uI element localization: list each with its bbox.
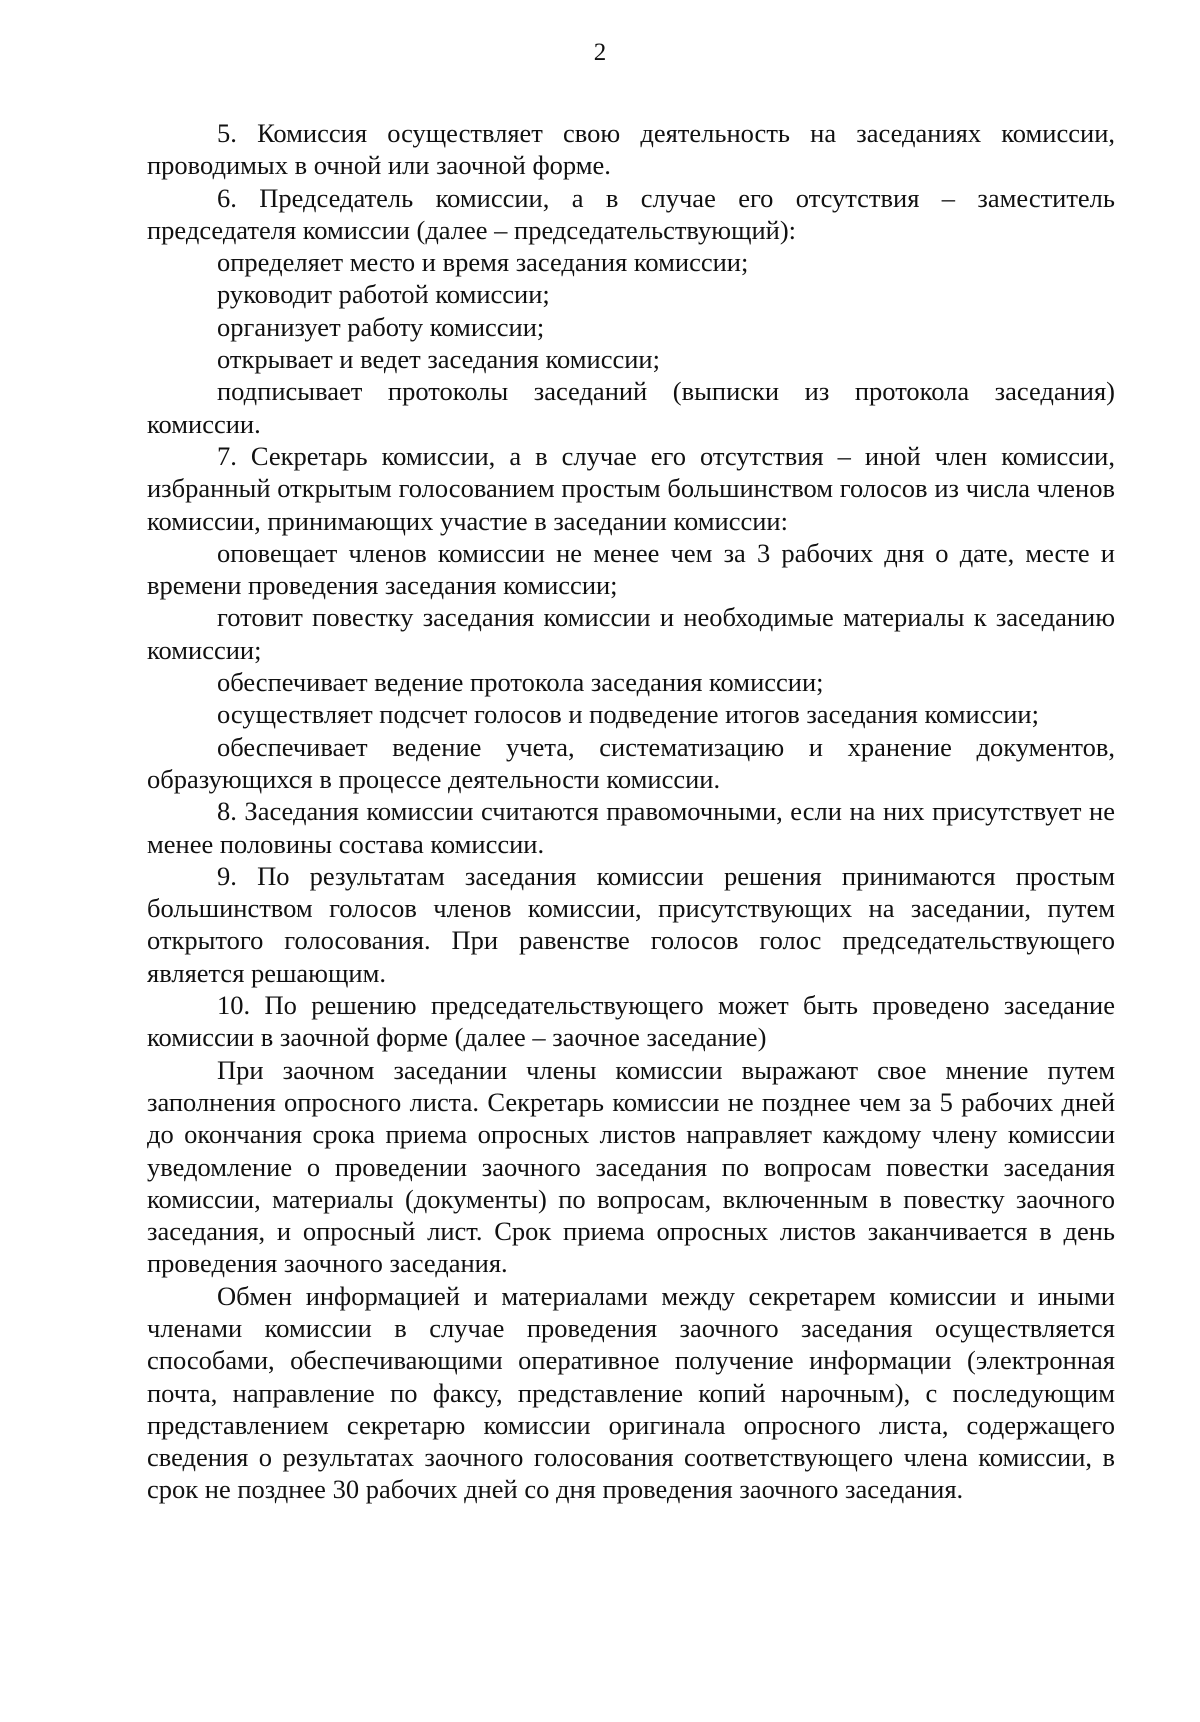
paragraph-9: 9. По результатам заседания комиссии решения принимаются простым большинством голосов членов комиссии, присутствующих на заседании, путем открытого голосования. При равенстве голосов голос председательствующего является решающим. <box>147 860 1115 988</box>
absentee-meeting-procedure: При заочном заседании члены комиссии выражают свое мнение путем заполнения опросного листа. Секретарь комиссии не позднее чем за 5 рабочих дней до окончания срока приема опросных листов направляет каждому члену комиссии уведомление о проведении заочного заседания по вопросам повестки заседания комиссии, материалы (документы) по вопросам, включенным в повестку заочного заседания, и опросный лист. Срок приема опросных листов заканчивается в день проведения заочного заседания. <box>147 1054 1115 1279</box>
secretary-duty-minutes: обеспечивает ведение протокола заседания комиссии; <box>217 667 824 698</box>
secretary-duty-records: обеспечивает ведение учета, систематизацию и хранение документов, образующихся в процессе деятельности комиссии. <box>147 731 1115 794</box>
paragraph-5: 5. Комиссия осуществляет свою деятельность на заседаниях комиссии, проводимых в очной или заочной форме. <box>147 118 1115 181</box>
chair-duty-opens: открывает и ведет заседания комиссии; <box>217 344 660 375</box>
paragraph-10: 10. По решению председательствующего может быть проведено заседание комиссии в заочной форме (далее – заочное заседание) <box>147 990 1115 1053</box>
information-exchange: Обмен информацией и материалами между секретарем комиссии и иными членами комиссии в случае проведения заочного заседания осуществляется способами, обеспечивающими оперативное получение информации (электронная почта, направление по факсу, представление копий нарочным), с последующим представлением секретарю комиссии оригинала опросного листа, содержащего сведения о результатах заочного голосования соответствующего члена комиссии, в срок не позднее 30 рабочих дней со дня проведения заочного заседания. <box>147 1280 1115 1505</box>
chair-duty-place-time: определяет место и время заседания комиссии; <box>217 247 749 278</box>
paragraph-7: 7. Секретарь комиссии, а в случае его отсутствия – иной член комиссии, избранный открытым голосованием простым большинством голосов из числа членов комиссии, принимающих участие в заседании комиссии: <box>147 440 1115 536</box>
secretary-duty-notifies: оповещает членов комиссии не менее чем за 3 рабочих дня о дате, месте и времени проведения заседания комиссии; <box>147 537 1115 601</box>
chair-duty-leads: руководит работой комиссии; <box>217 279 550 310</box>
secretary-duty-agenda: готовит повестку заседания комиссии и необходимые материалы к заседанию комиссии; <box>147 602 1115 665</box>
document-body <box>147 117 1115 1506</box>
chair-duty-organizes: организует работу комиссии; <box>217 311 545 342</box>
paragraph-6: 6. Председатель комиссии, а в случае его отсутствия – заместитель председателя комиссии (далее – председательствующий): <box>147 182 1115 245</box>
page-number: 2 <box>593 39 607 66</box>
paragraph-8: 8. Заседания комиссии считаются правомочными, если на них присутствует не менее половины состава комиссии. <box>147 796 1115 859</box>
chair-duty-signs: подписывает протоколы заседаний (выписки из протокола заседания) комиссии. <box>147 376 1115 439</box>
secretary-duty-counts: осуществляет подсчет голосов и подведение итогов заседания комиссии; <box>217 699 1039 730</box>
